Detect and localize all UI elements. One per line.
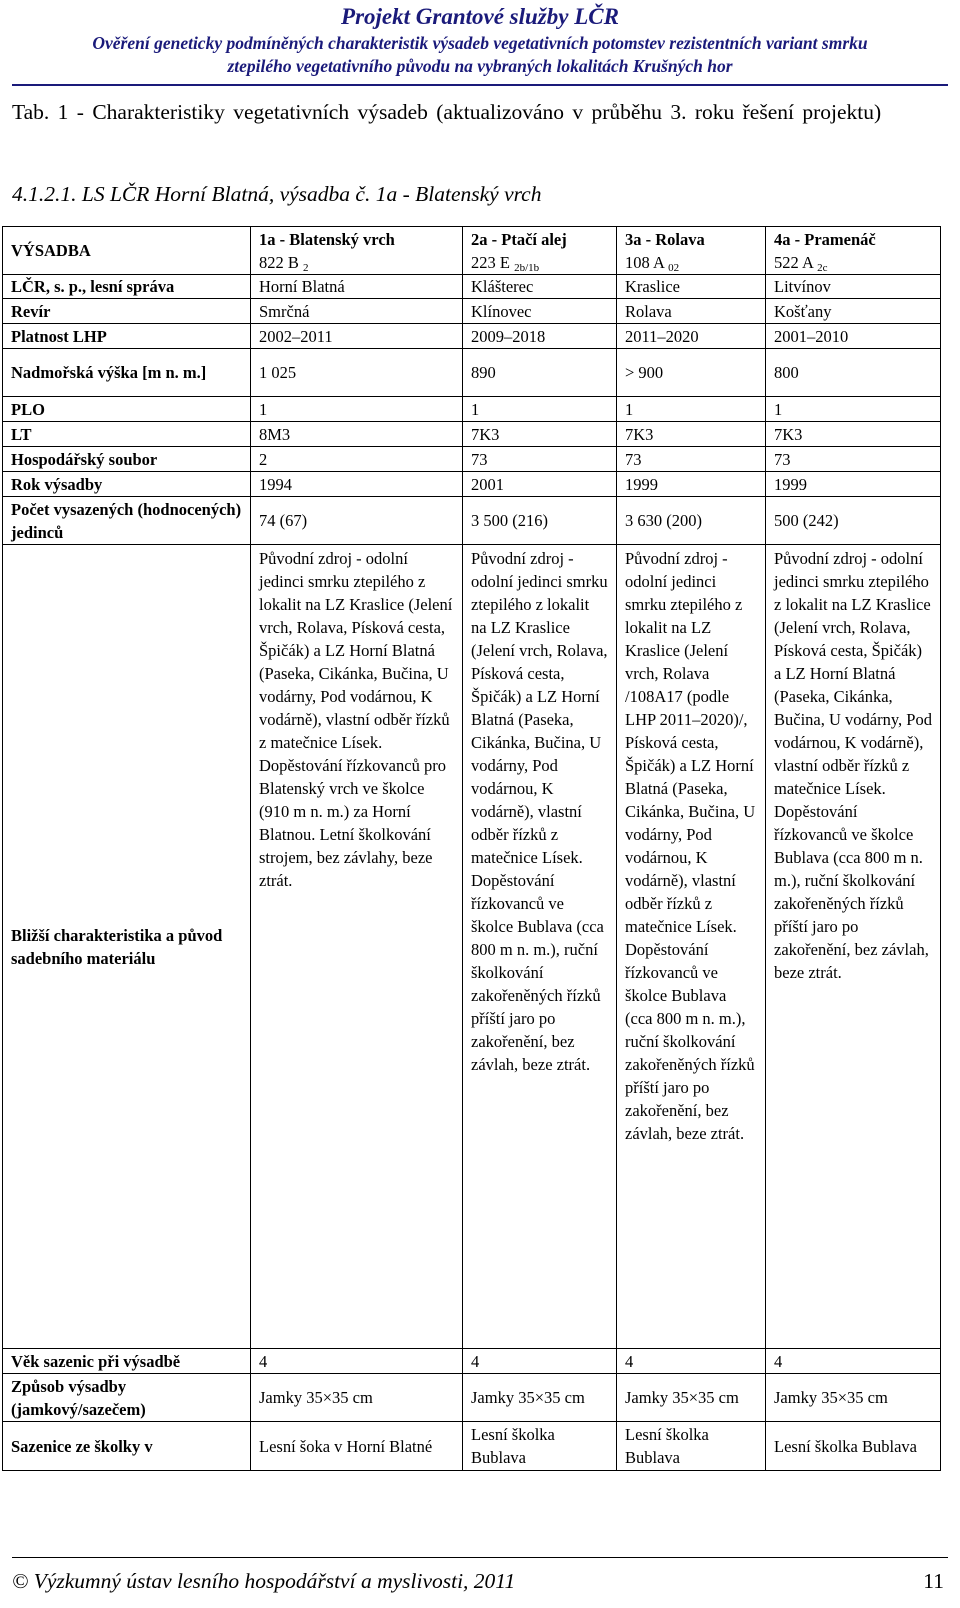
column-code: 822 B — [259, 252, 299, 272]
table-cell: 2001–2010 — [766, 324, 941, 349]
table-cell: Lesní školka Bublava — [617, 1422, 766, 1471]
row-label: Bližší charakteristika a původ sadebního materiálu — [3, 545, 251, 1349]
table-cell: Kraslice — [617, 275, 766, 299]
header-label: VÝSADBA — [3, 227, 251, 275]
column-name: 2a - Ptačí alej — [471, 229, 567, 249]
column-name: 1a - Blatenský vrch — [259, 229, 395, 249]
table-row — [3, 497, 941, 545]
table-row — [3, 1374, 941, 1422]
table-cell: 73 — [766, 447, 941, 472]
table-row — [3, 1422, 941, 1471]
table-cell: Lesní šoka v Horní Blatné — [251, 1422, 463, 1471]
footer-rule — [12, 1557, 948, 1558]
table-cell: Smrčná — [251, 299, 463, 324]
table-cell: Klášterec — [463, 275, 617, 299]
table-cell: > 900 — [617, 349, 766, 397]
table-cell: 7K3 — [766, 422, 941, 447]
row-label: Počet vysazených (hodnocených) jedinců — [3, 497, 251, 545]
footer-copyright: © Výzkumný ústav lesního hospodářství a myslivosti, 2011 — [12, 1569, 516, 1593]
table-cell: 2011–2020 — [617, 324, 766, 349]
table-cell: 3 500 (216) — [463, 497, 617, 545]
detail-cell: Původní zdroj - odolní jedinci smrku ztepilého z lokalit na LZ Kraslice (Jelení vrch, Rolava /108A17 (podle LHP 2011–2020)/, Písková cesta, Špičák) a LZ Horní Blatná (Paseka, Cikánka, Bučina, U vodárny, Pod vodárnou, K vodárně), vlastní odběr řízků z matečnice Lísek. Dopěstování řízkovanců ve školce Bublava (cca 800 m n. m.), ruční školkování zakořeněných řízků příští jaro po zakořenění, bez závlah, beze ztrát. — [617, 545, 766, 1349]
table-cell: Jamky 35×35 cm — [766, 1374, 941, 1422]
row-label: PLO — [3, 397, 251, 422]
table-cell: Lesní školka Bublava — [463, 1422, 617, 1471]
table-cell: 73 — [463, 447, 617, 472]
project-subtitle-line1: Ověření geneticky podmíněných charakteristik výsadeb vegetativních potomstev rezistentních variant smrku — [92, 33, 868, 53]
column-header — [766, 227, 941, 275]
table-cell: 4 — [617, 1349, 766, 1374]
table-cell: 890 — [463, 349, 617, 397]
table-cell: 8M3 — [251, 422, 463, 447]
row-label: Revír — [3, 299, 251, 324]
table-row — [3, 275, 941, 299]
table-header-row — [3, 227, 941, 275]
table-cell: 4 — [251, 1349, 463, 1374]
table-cell: 4 — [766, 1349, 941, 1374]
table-cell: 500 (242) — [766, 497, 941, 545]
row-label: Rok výsadby — [3, 472, 251, 497]
table-cell: Horní Blatná — [251, 275, 463, 299]
table-cell: 2 — [251, 447, 463, 472]
section-heading: 4.1.2.1. LS LČR Horní Blatná, výsadba č. 1a - Blatenský vrch — [12, 182, 542, 206]
header-rule — [12, 84, 948, 86]
table-row — [3, 299, 941, 324]
table-cell: Klínovec — [463, 299, 617, 324]
table-cell: 1999 — [617, 472, 766, 497]
row-label: Způsob výsadby (jamkový/sazečem) — [3, 1374, 251, 1422]
table-cell: 1 — [766, 397, 941, 422]
table-cell: Rolava — [617, 299, 766, 324]
table-cell: 2002–2011 — [251, 324, 463, 349]
table-cell: Košťany — [766, 299, 941, 324]
row-label: LČR, s. p., lesní správa — [3, 275, 251, 299]
table-cell: 7K3 — [617, 422, 766, 447]
detail-cell: Původní zdroj - odolní jedinci smrku ztepilého z lokalit na LZ Kraslice (Jelení vrch, Rolava, Písková cesta, Špičák) a LZ Horní Blatná (Paseka, Cikánka, Bučina, U vodárny, Pod vodárnou, K vodárně), vlastní odběr řízků z matečnice Lísek. Dopěstování řízkovanců ve školce Bublava (cca 800 m n. m.), ruční školkování zakořeněných řízků příští jaro po zakořenění, bez závlah, beze ztrát. — [766, 545, 941, 1349]
page-number: 11 — [923, 1569, 944, 1593]
column-code: 522 A — [774, 252, 813, 272]
project-title: Projekt Grantové služby LČR — [341, 4, 619, 29]
detail-cell: Původní zdroj - odolní jedinci smrku ztepilého z lokalit na LZ Kraslice (Jelení vrch, Rolava, Písková cesta, Špičák) a LZ Horní Blatná (Paseka, Cikánka, Bučina, U vodárny, Pod vodárnou, K vodárně), vlastní odběr řízků z matečnice Lísek. Dopěstování řízkovanců ve školce Bublava (cca 800 m n. m.), ruční školkování zakořeněných řízků příští jaro po zakořenění, bez závlah, beze ztrát. — [463, 545, 617, 1349]
table-cell: 4 — [463, 1349, 617, 1374]
column-code-sub: 2b/1b — [514, 261, 540, 274]
row-label: Nadmořská výška [m n. m.] — [3, 349, 251, 397]
column-code-sub: 2c — [817, 261, 828, 274]
table-cell: 1 — [251, 397, 463, 422]
table-row — [3, 472, 941, 497]
table-cell: 1 — [463, 397, 617, 422]
column-header — [251, 227, 463, 275]
table-row — [3, 349, 941, 397]
row-label: LT — [3, 422, 251, 447]
table-row — [3, 324, 941, 349]
column-code-sub: 02 — [668, 261, 680, 274]
table-cell: Litvínov — [766, 275, 941, 299]
table-cell: 3 630 (200) — [617, 497, 766, 545]
table-cell: 1999 — [766, 472, 941, 497]
table-cell: Jamky 35×35 cm — [463, 1374, 617, 1422]
row-label: Věk sazenic při výsadbě — [3, 1349, 251, 1374]
table-cell: 800 — [766, 349, 941, 397]
column-header — [617, 227, 766, 275]
column-code: 223 E — [471, 252, 510, 272]
column-code: 108 A — [625, 252, 664, 272]
plantation-table — [2, 226, 941, 1471]
column-header — [463, 227, 617, 275]
table-cell: Jamky 35×35 cm — [251, 1374, 463, 1422]
table-cell: 2001 — [463, 472, 617, 497]
table-caption: Tab. 1 - Charakteristiky vegetativních výsadeb (aktualizováno v průběhu 3. roku řešení projektu) — [12, 100, 882, 124]
table-cell: 73 — [617, 447, 766, 472]
table-row — [3, 422, 941, 447]
table-cell: 2009–2018 — [463, 324, 617, 349]
table-row — [3, 1349, 941, 1374]
row-label: Hospodářský soubor — [3, 447, 251, 472]
table-row-detail — [3, 545, 941, 1349]
table-cell: 1 025 — [251, 349, 463, 397]
table-cell: Jamky 35×35 cm — [617, 1374, 766, 1422]
table-cell: 1 — [617, 397, 766, 422]
column-name: 4a - Pramenáč — [774, 229, 876, 249]
project-subtitle-line2: ztepilého vegetativního původu na vybraných lokalitách Krušných hor — [227, 56, 733, 76]
column-name: 3a - Rolava — [625, 229, 705, 249]
table-cell: 1994 — [251, 472, 463, 497]
row-label: Sazenice ze školky v — [3, 1422, 251, 1471]
table-cell: 7K3 — [463, 422, 617, 447]
detail-cell: Původní zdroj - odolní jedinci smrku ztepilého z lokalit na LZ Kraslice (Jelení vrch, Rolava, Písková cesta, Špičák) a LZ Horní Blatná (Paseka, Cikánka, Bučina, U vodárny, Pod vodárnou, K vodárně), vlastní odběr řízků z matečnice Lísek. Dopěstování řízkovanců pro Blatenský vrch ve školce (910 m n. m.) za Horní Blatnou. Letní školkování strojem, bez závlahy, beze ztrát. — [251, 545, 463, 1349]
table-cell: 74 (67) — [251, 497, 463, 545]
table-row — [3, 397, 941, 422]
table-row — [3, 447, 941, 472]
table-cell: Lesní školka Bublava — [766, 1422, 941, 1471]
row-label: Platnost LHP — [3, 324, 251, 349]
column-code-sub: 2 — [303, 261, 309, 274]
